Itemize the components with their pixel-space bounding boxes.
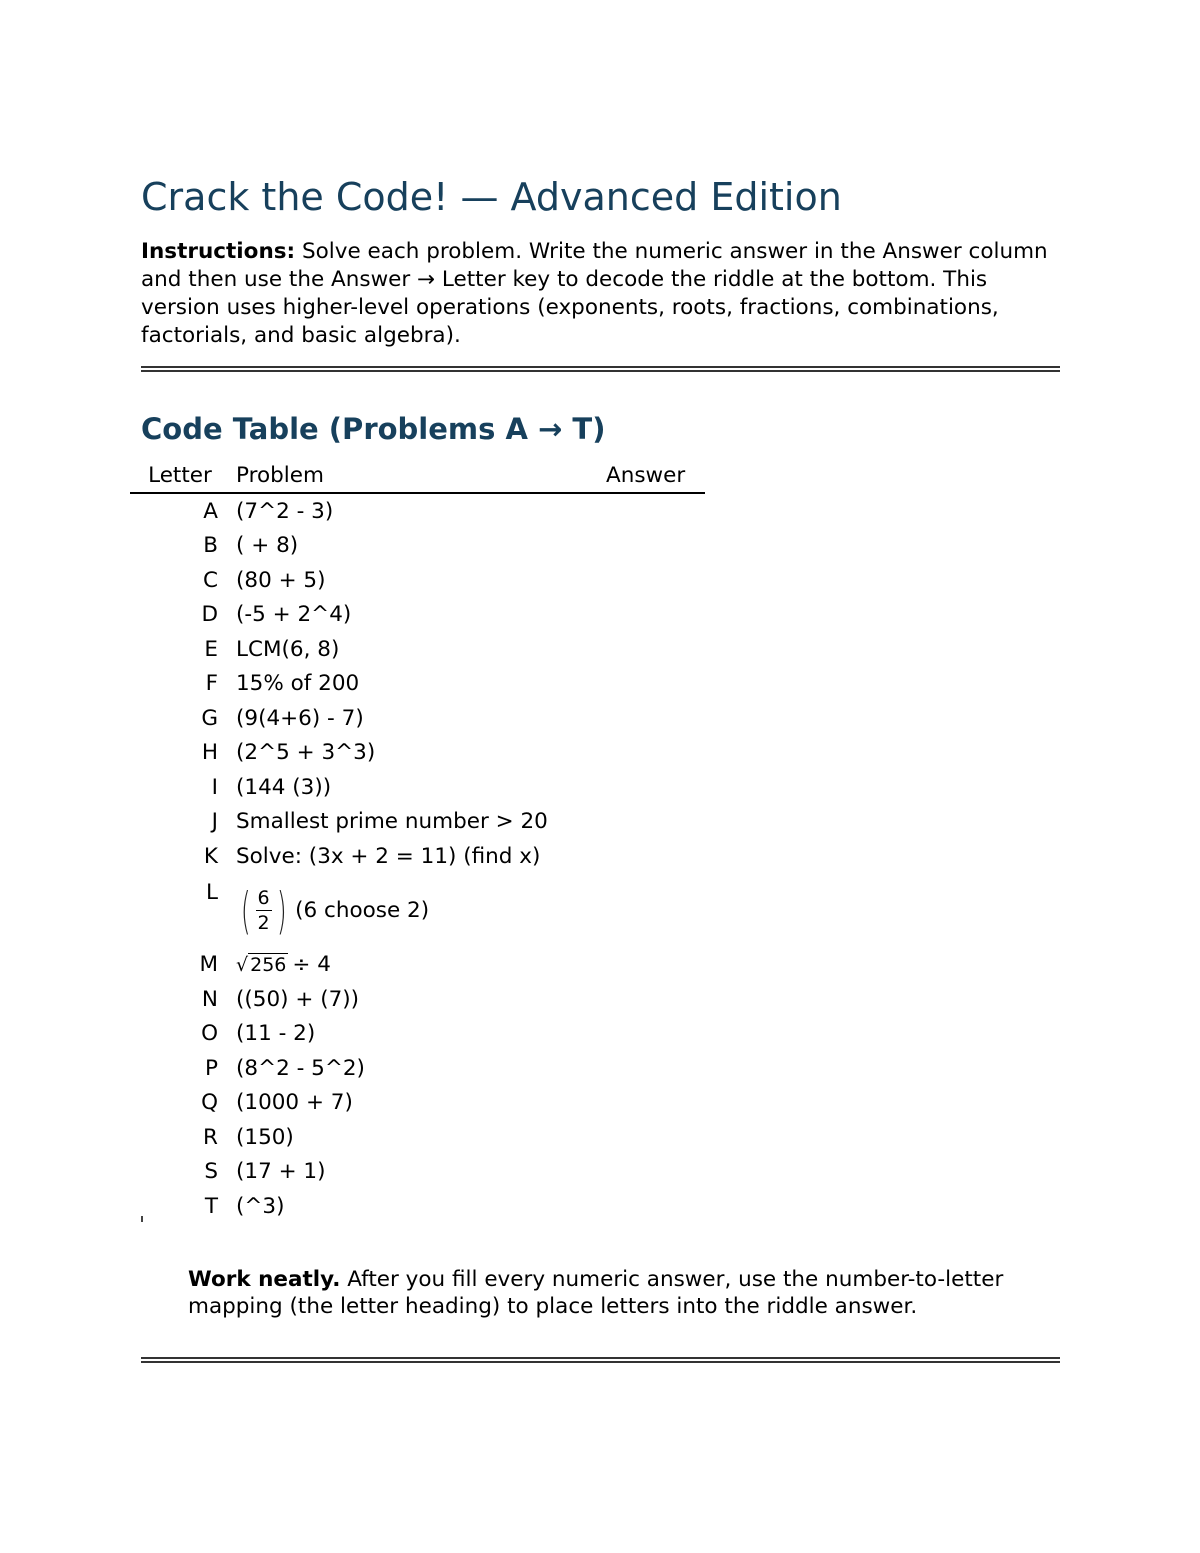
table-row — [130, 1017, 705, 1052]
binomial-notation: ( 6 2 ) — [240, 881, 287, 940]
row-problem: Smallest prime number > 20 — [236, 809, 548, 835]
table-row — [130, 839, 705, 874]
row-problem: (2^5 + 3^3) — [236, 740, 376, 766]
table-row — [130, 982, 705, 1017]
row-letter: L — [206, 879, 218, 905]
row-answer-blank — [606, 948, 705, 983]
row-letter: Q — [201, 1090, 218, 1116]
header-answer: Answer — [606, 458, 705, 493]
note-text: After you fill every numeric answer, use the number-to-letter mapping (the letter heading) to place letters into the riddle answer. — [188, 1267, 1004, 1319]
row-answer-blank — [606, 770, 705, 805]
row-problem: (1000 + 7) — [236, 1090, 353, 1116]
row-letter: M — [199, 952, 218, 978]
row-letter: N — [201, 986, 218, 1012]
instructions-label: Instructions: — [141, 239, 296, 264]
row-answer-blank — [606, 1086, 705, 1121]
row-answer-blank — [606, 1120, 705, 1155]
binomial-top: 6 — [257, 887, 270, 909]
row-answer-blank — [606, 839, 705, 874]
row-problem-text: ÷ 4 — [292, 952, 331, 978]
row-answer-blank — [606, 1155, 705, 1190]
table-row — [130, 1120, 705, 1155]
row-letter: E — [204, 636, 218, 662]
page-title: Crack the Code! — Advanced Edition — [141, 175, 842, 219]
section-divider-bottom — [141, 1357, 1060, 1363]
row-problem: (8^2 - 5^2) — [236, 1055, 365, 1081]
row-problem: (11 - 2) — [236, 1021, 316, 1047]
square-root-notation: √ 256 — [236, 954, 287, 977]
note-label: Work neatly. — [188, 1267, 341, 1292]
work-neatly-note — [188, 1266, 1018, 1320]
row-letter: P — [205, 1055, 218, 1081]
row-problem: 15% of 200 — [236, 671, 360, 697]
row-problem: (-5 + 2^4) — [236, 602, 352, 628]
table-row — [130, 874, 705, 948]
row-letter: F — [205, 671, 218, 697]
row-letter: K — [203, 843, 218, 869]
table-row — [130, 1155, 705, 1190]
row-answer-blank — [606, 598, 705, 633]
instructions-text: Solve each problem. Write the numeric answer in the Answer column and then use the Answer → Letter key to decode the riddle at the bottom. This version uses higher-level operations (exponents, roots, fractions, combinations, factorials, and basic algebra). — [141, 239, 1048, 348]
row-answer-blank — [606, 805, 705, 840]
header-letter: Letter — [130, 458, 230, 493]
binomial-bottom: 2 — [257, 912, 270, 934]
table-row — [130, 948, 705, 983]
row-answer-blank — [606, 874, 705, 948]
row-letter: O — [201, 1021, 218, 1047]
row-problem: ( + 8) — [236, 533, 299, 559]
row-answer-blank — [606, 667, 705, 702]
row-letter: G — [201, 705, 218, 731]
row-problem: (150) — [236, 1124, 294, 1150]
table-row — [130, 736, 705, 771]
row-problem — [230, 874, 606, 948]
table-row — [130, 805, 705, 840]
row-letter: T — [204, 1193, 218, 1219]
table-row — [130, 529, 705, 564]
instructions-paragraph — [141, 238, 1071, 350]
row-letter: I — [211, 774, 218, 800]
row-answer-blank — [606, 493, 705, 529]
row-letter: A — [203, 498, 218, 524]
row-problem: LCM(6, 8) — [236, 636, 340, 662]
stray-mark — [141, 1216, 143, 1222]
section-divider-top — [141, 366, 1060, 372]
row-answer-blank — [606, 982, 705, 1017]
table-row — [130, 1189, 705, 1224]
row-problem: (17 + 1) — [236, 1159, 326, 1185]
table-row — [130, 770, 705, 805]
row-problem: Solve: (3x + 2 = 11) (find x) — [236, 843, 541, 869]
row-answer-blank — [606, 563, 705, 598]
row-answer-blank — [606, 632, 705, 667]
row-letter: B — [203, 533, 218, 559]
table-row — [130, 1051, 705, 1086]
row-answer-blank — [606, 736, 705, 771]
row-answer-blank — [606, 701, 705, 736]
row-letter: R — [203, 1124, 218, 1150]
table-row — [130, 632, 705, 667]
row-letter: J — [211, 809, 218, 835]
header-problem: Problem — [230, 458, 606, 493]
row-answer-blank — [606, 1189, 705, 1224]
row-problem: (80 + 5) — [236, 567, 326, 593]
section-title: Code Table (Problems A → T) — [141, 412, 606, 446]
table-header-row — [130, 458, 705, 493]
table-row — [130, 493, 705, 529]
row-problem — [230, 948, 606, 983]
radicand: 256 — [250, 954, 287, 977]
code-table — [130, 458, 705, 1224]
table-row — [130, 563, 705, 598]
row-problem: ((50) + (7)) — [236, 986, 360, 1012]
row-letter: S — [204, 1159, 218, 1185]
row-problem: (9(4+6) - 7) — [236, 705, 364, 731]
table-row — [130, 701, 705, 736]
row-answer-blank — [606, 1017, 705, 1052]
table-row — [130, 1086, 705, 1121]
row-problem: (144 (3)) — [236, 774, 332, 800]
row-problem: (^3) — [236, 1193, 285, 1219]
table-row — [130, 598, 705, 633]
row-letter: D — [201, 602, 218, 628]
row-problem-text: (6 choose 2) — [295, 897, 430, 923]
row-letter: H — [201, 740, 218, 766]
row-problem: (7^2 - 3) — [236, 498, 334, 524]
table-row — [130, 667, 705, 702]
row-answer-blank — [606, 529, 705, 564]
row-answer-blank — [606, 1051, 705, 1086]
row-letter: C — [202, 567, 218, 593]
